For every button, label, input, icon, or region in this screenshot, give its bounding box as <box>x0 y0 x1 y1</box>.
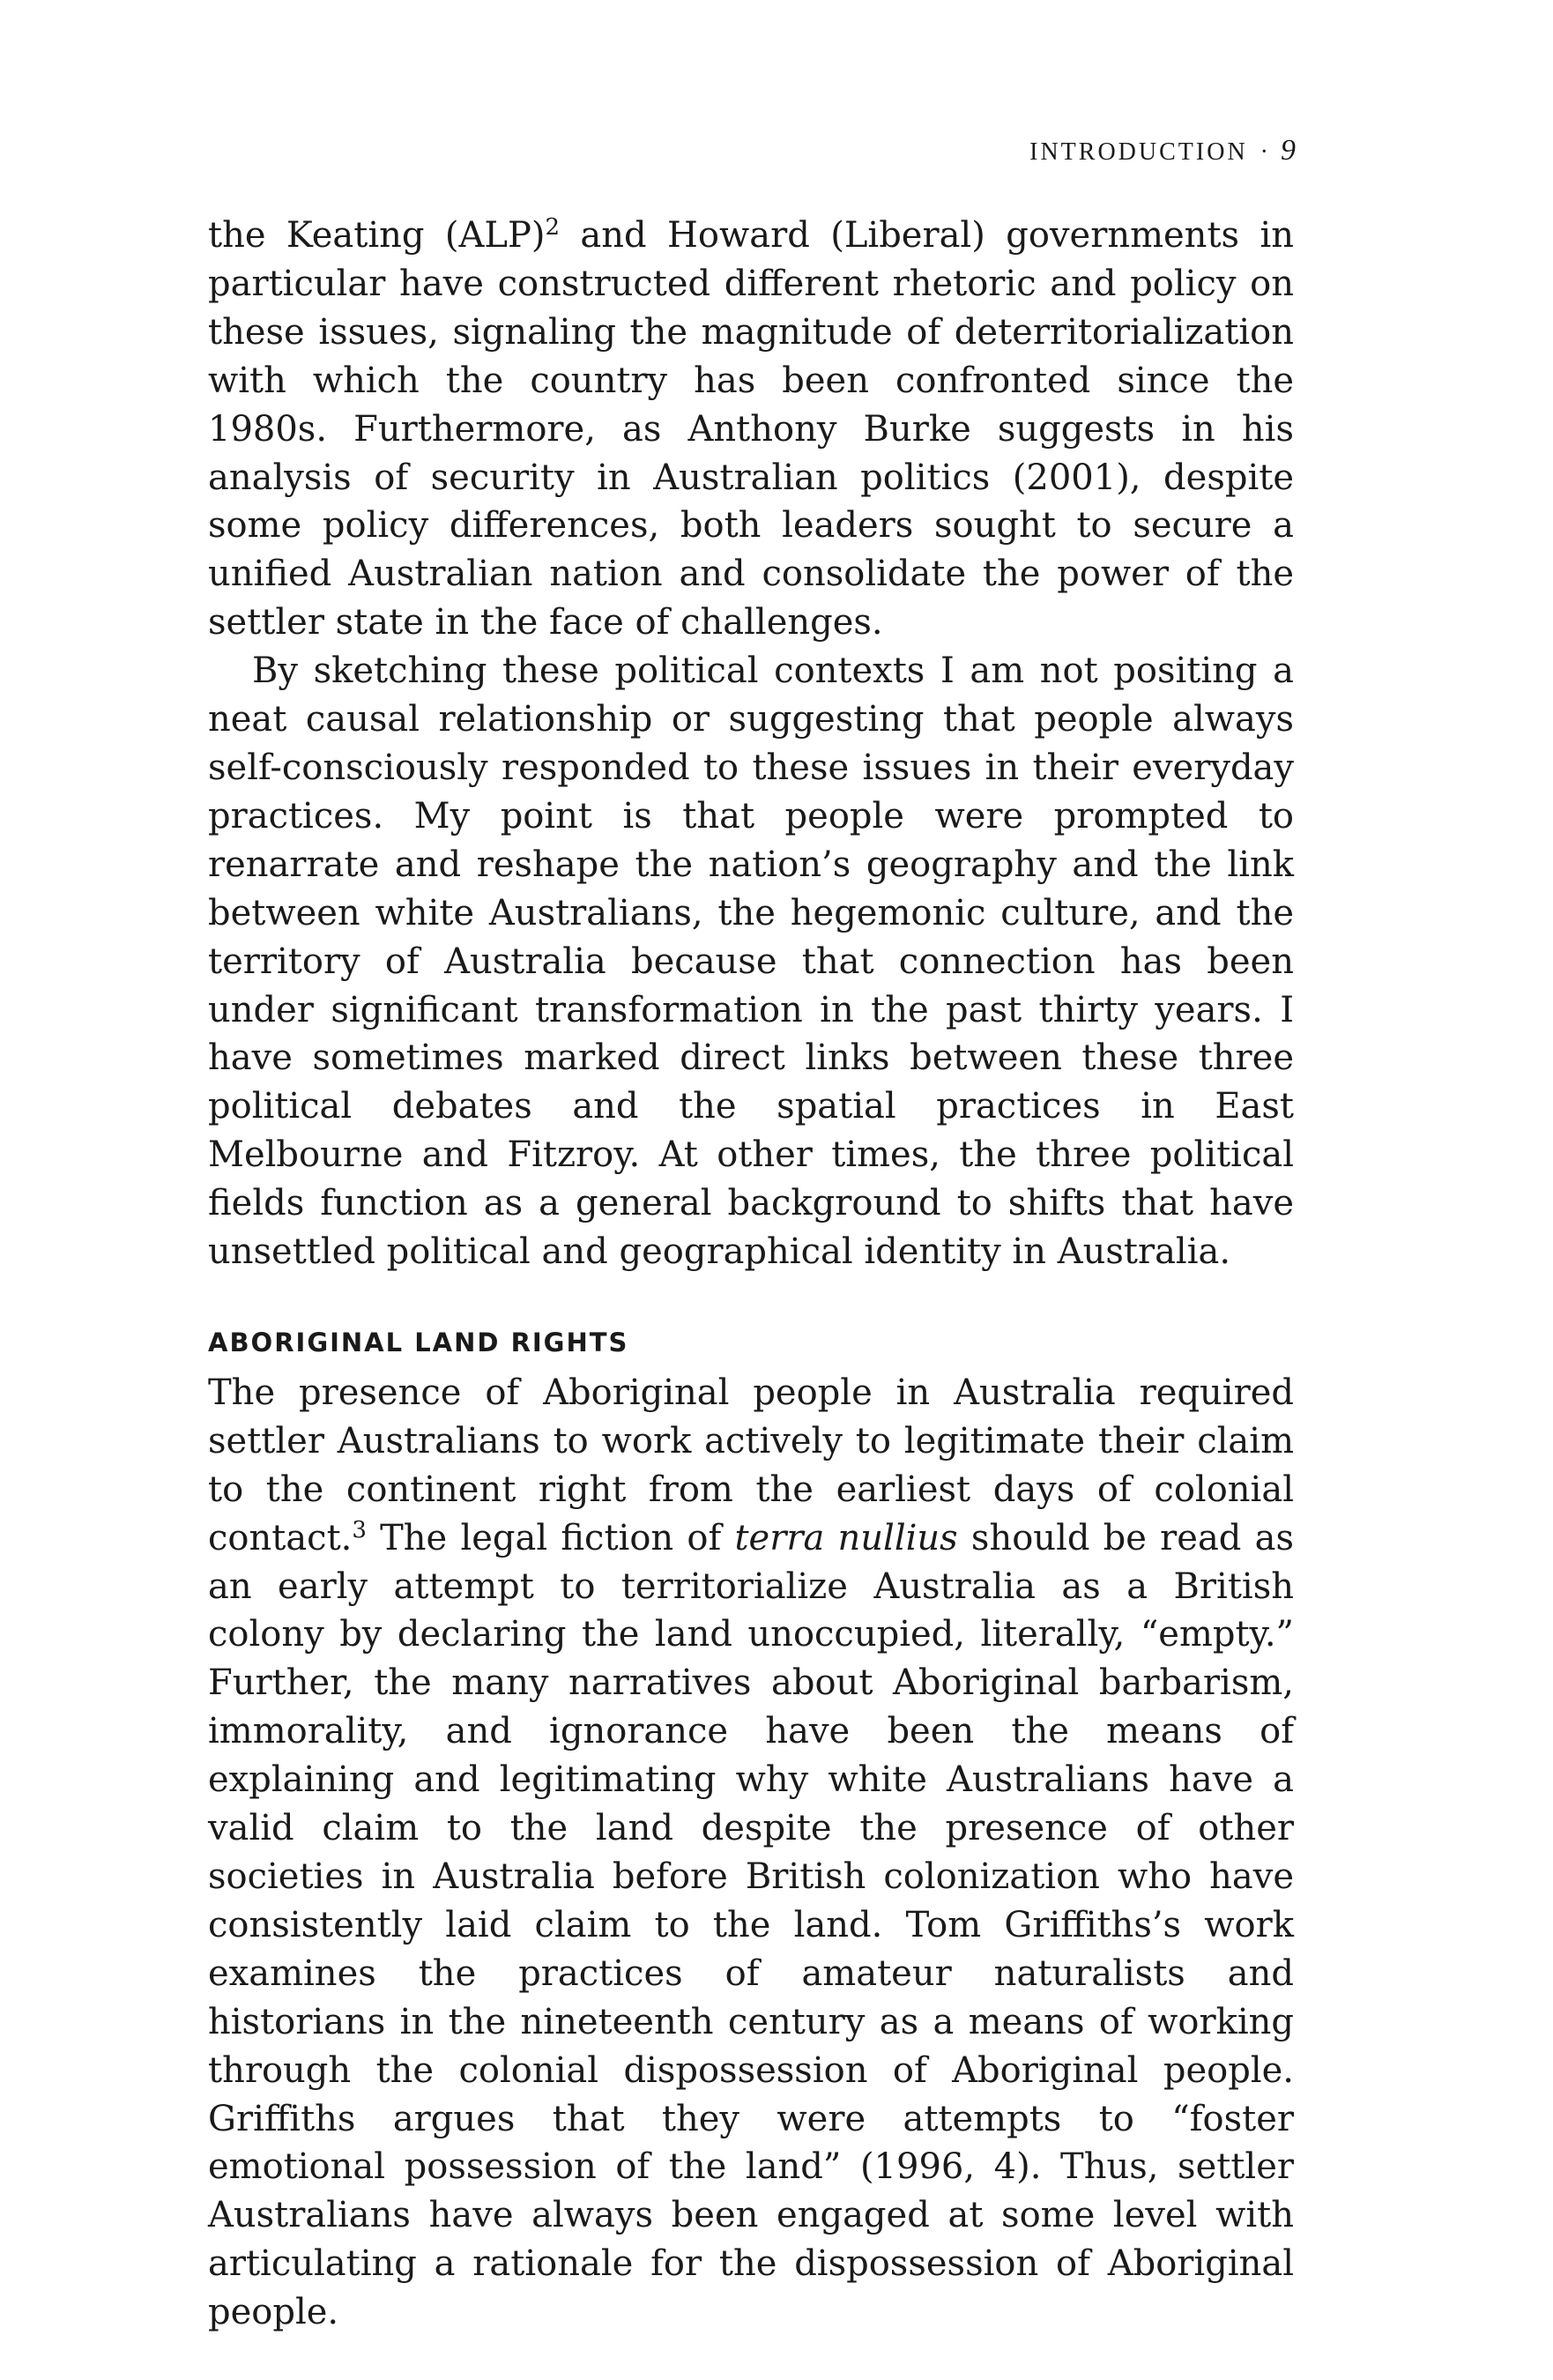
text-run: The legal fiction of <box>366 1517 735 1558</box>
running-title: INTRODUCTION <box>1029 138 1248 166</box>
text-run: should be read as an early attempt to territorialize Australia as a British colony by declaring the land unoccupied, literally, “empty.” Further, the many narratives about Aboriginal barbarism, immorality, and ignorance have been the means of explaining and legitimating why white Australians have a valid claim to the land despite the presence of other societies in Australia before British colonization who have consistently laid claim to the land. Tom Griffiths’s work examines the practices of amateur naturalists and historians in the nineteenth century as a means of working through the colonial dispossession of Aboriginal people. Griffiths argues that they were attempts to “foster emotional possession of the land” (1996, 4). Thus, settler Australians have always been engaged at some level with articulating a rationale for the dispossession of Aboriginal people. <box>208 1517 1294 2333</box>
emphasis-text: terra nullius <box>734 1517 958 1558</box>
paragraph-political-contexts: By sketching these political contexts I am not positing a neat causal relationship or suggesting that people always self-consciously responded to these issues in their everyday practices. My point is that people were prompted to renarrate and reshape the nation’s geography and the link between white Australians, the hegemonic culture, and the territory of Australia because that connection has been under significant transformation in the past thirty years. I have sometimes marked direct links between these three political debates and the spatial practices in East Melbourne and Fitzroy. At other times, the three political fields function as a general background to shifts that have unsettled political and geographical identity in Australia. <box>208 651 1294 1273</box>
text-run: the Keating (ALP) <box>208 215 546 256</box>
page-body <box>208 212 1294 2337</box>
section-heading: ABORIGINAL LAND RIGHTS <box>208 1327 629 1357</box>
text-run: The presence of Aboriginal people in Australia required settler Australians to work actively to legitimate their claim to the continent right from the earliest days of colonial contact. <box>208 1372 1294 1558</box>
text-run: and Howard (Liberal) governments in particular have constructed different rhetoric and policy on these issues, signaling the magnitude of deterritorialization with which the country has been confronted since the 1980s. Furthermore, as Anthony Burke suggests in his analysis of security in Australian politics (2001), despite some policy differences, both leaders sought to secure a unified Australian nation and consolidate the power of the settler state in the face of challenges. <box>208 215 1295 643</box>
header-separator: · <box>1259 138 1268 166</box>
page-number: 9 <box>1281 134 1296 167</box>
footnote-marker: 2 <box>545 214 561 241</box>
paragraph-continued <box>208 212 1294 647</box>
footnote-marker: 3 <box>352 1516 367 1543</box>
paragraph-land-rights <box>208 1369 1294 2337</box>
running-head <box>947 134 1296 167</box>
